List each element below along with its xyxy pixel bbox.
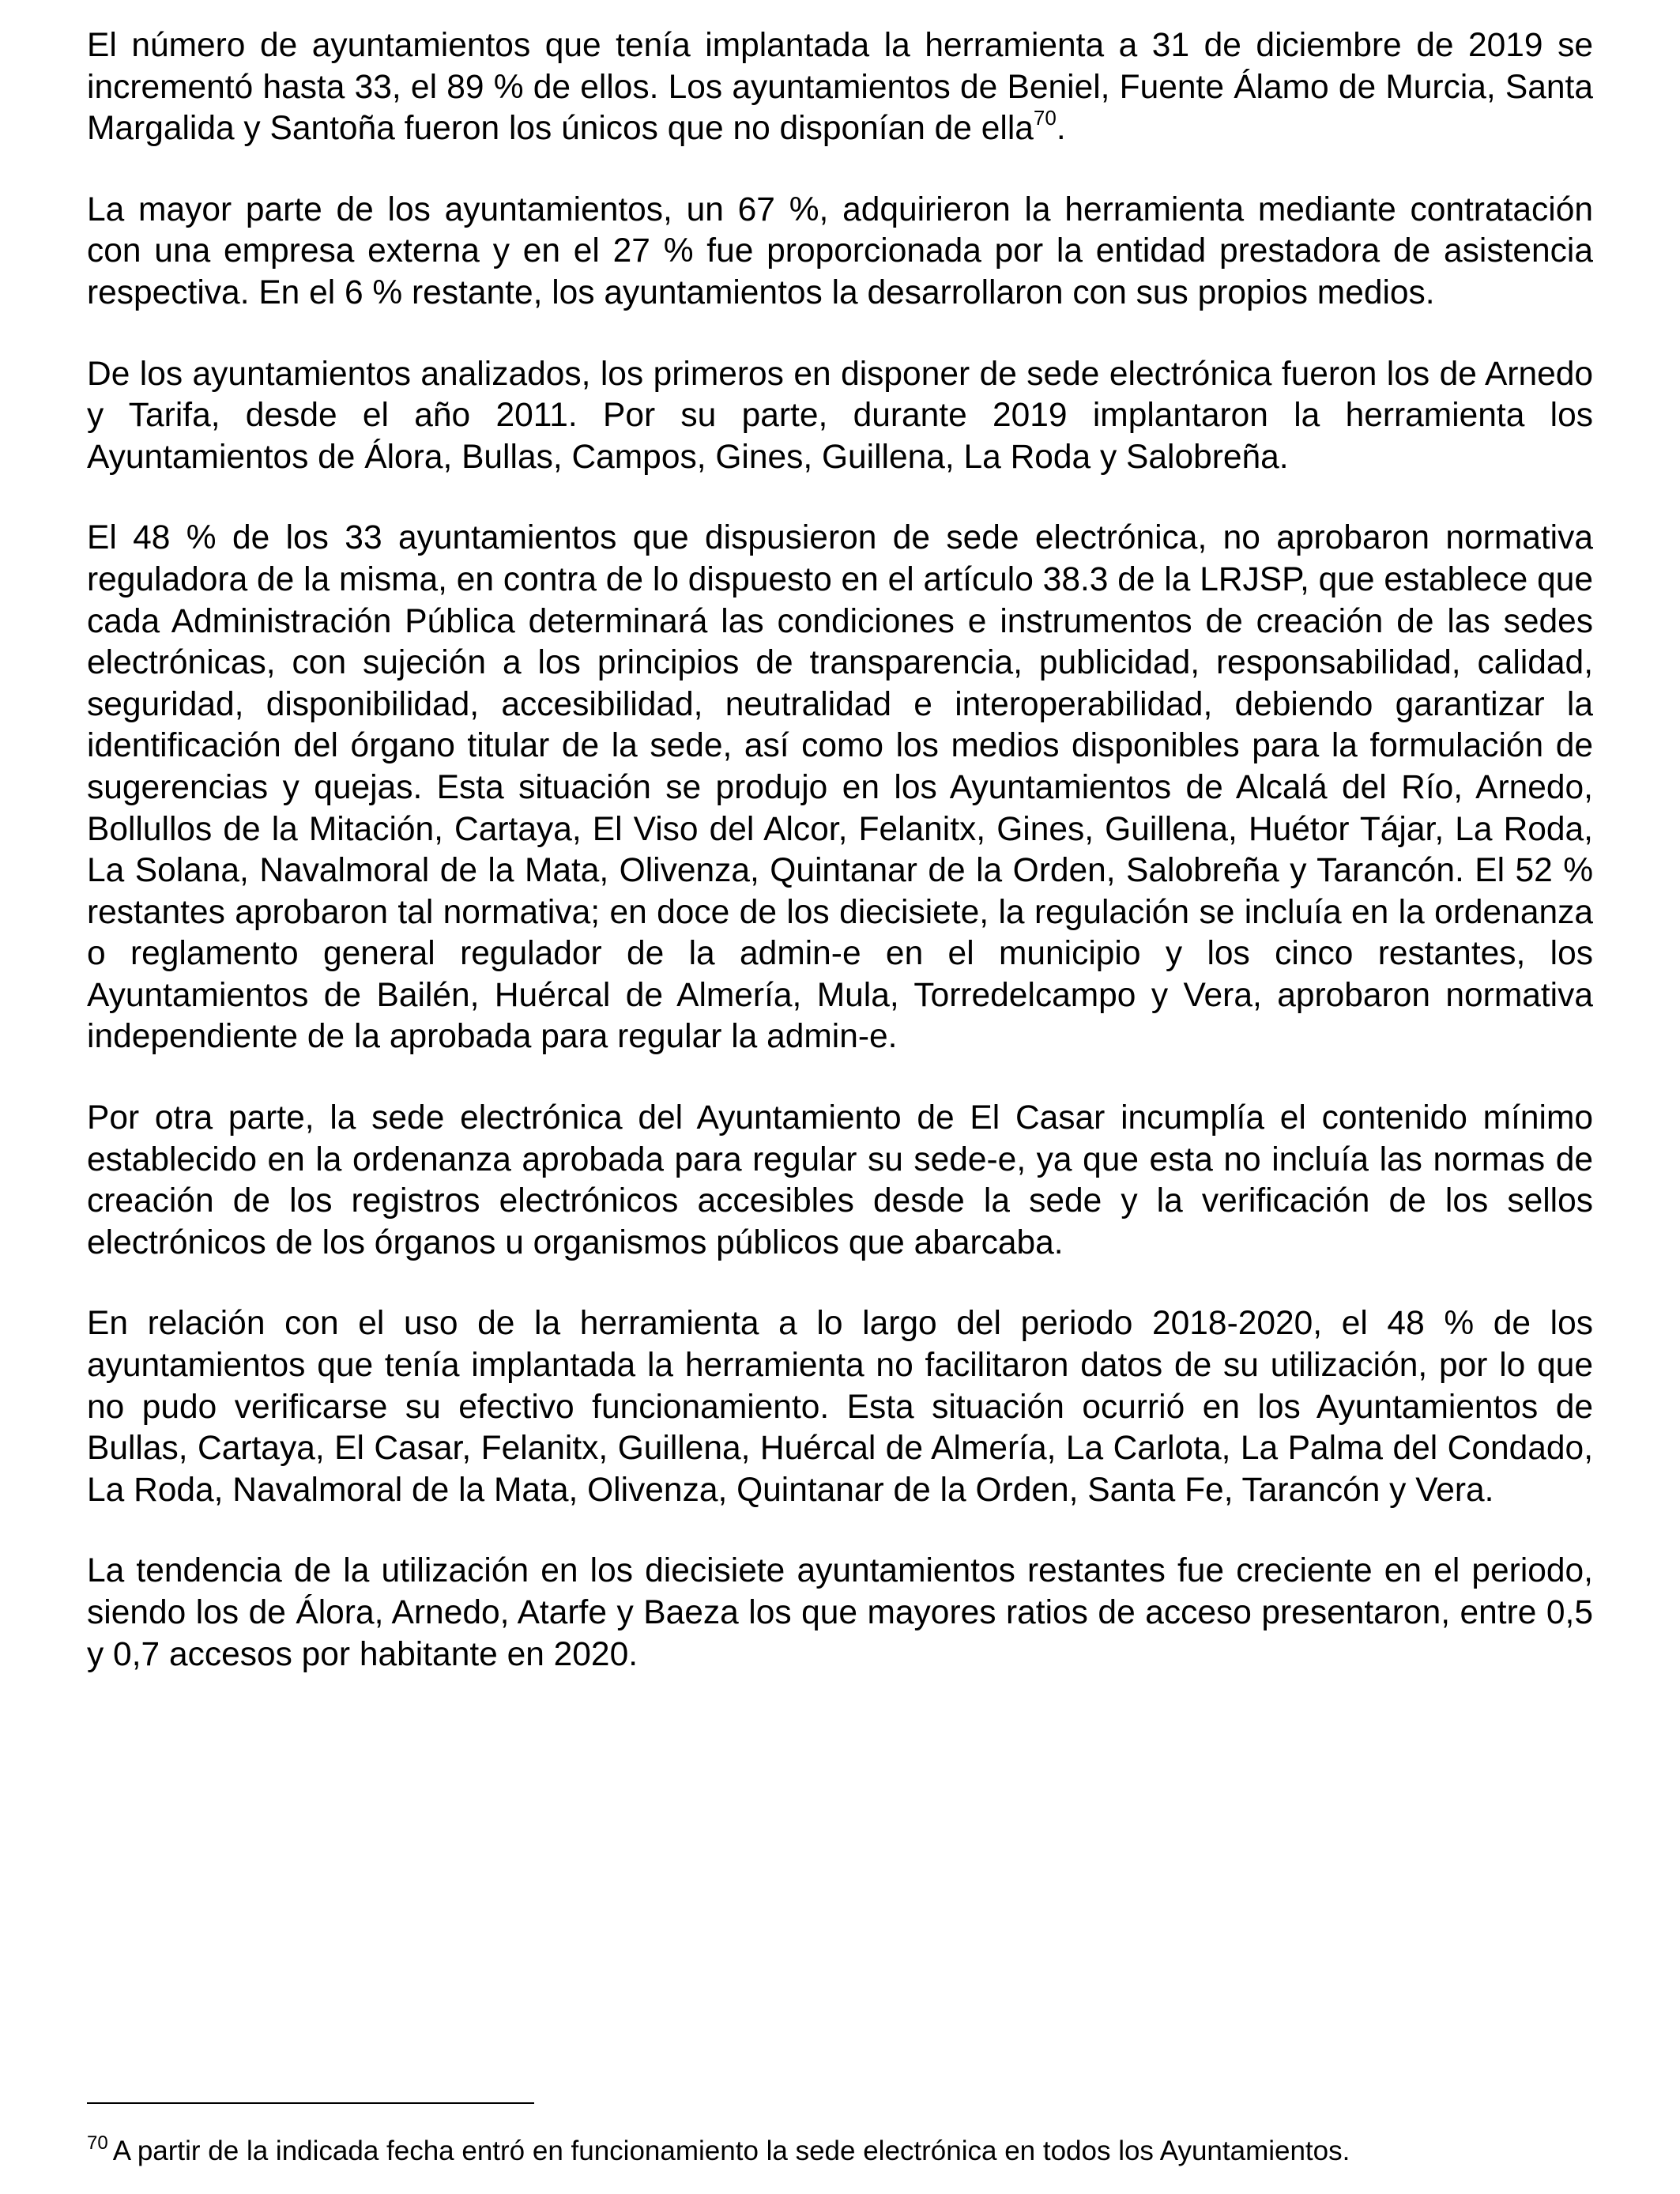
paragraph-text: En relación con el uso de la herramienta a lo largo del periodo 2018-2020, el 48 % de los ayuntamientos que tenía implantada la herramienta no facilitaron datos de su utilización, por lo que no pudo verificarse su efectivo funcionamiento. Esta situación ocurrió en los Ayuntamientos de Bullas, Cartaya, El Casar, Felanitx, Guillena, Huércal de Almería, La Carlota, La Palma del Condado, La Roda, Navalmoral de la Mata, Olivenza, Quintanar de la Orden, Santa Fe, Tarancón y Vera. — [87, 1305, 1593, 1509]
document-body — [87, 25, 1593, 1676]
paragraph-text: El 48 % de los 33 ayuntamientos que dispusieron de sede electrónica, no aprobaron normativa reguladora de la misma, en contra de lo dispuesto en el artículo 38.3 de la LRJSP, que establece que cada Administración Pública determinará las condiciones e instrumentos de creación de las sedes electrónicas, con sujeción a los principios de transparencia, publicidad, responsabilidad, calidad, seguridad, disponibilidad, accesibilidad, neutralidad e interoperabilidad, debiendo garantizar la identificación del órgano titular de la sede, así como los medios disponibles para la formulación de sugerencias y quejas. Esta situación se produjo en los Ayuntamientos de Alcalá del Río, Arnedo, Bollullos de la Mitación, Cartaya, El Viso del Alcor, Felanitx, Gines, Guillena, Huétor Tájar, La Roda, La Solana, Navalmoral de la Mata, Olivenza, Quintanar de la Orden, Salobreña y Tarancón. El 52 % restantes aprobaron tal normativa; en doce de los diecisiete, la regulación se incluía en la ordenanza o reglamento general regulador de la admin-e en el municipio y los cinco restantes, los Ayuntamientos de Bailén, Huércal de Almería, Mula, Torredelcampo y Vera, aprobaron normativa independiente de la aprobada para regular la admin-e. — [87, 519, 1593, 1056]
paragraph-acquisition — [87, 190, 1593, 315]
paragraph-el-casar — [87, 1098, 1593, 1264]
paragraph-usage-trend — [87, 1551, 1593, 1676]
footnote-reference: 70 — [1033, 106, 1057, 130]
paragraph-end-punctuation: . — [1056, 110, 1066, 148]
paragraph-text: Por otra parte, la sede electrónica del Ayuntamiento de El Casar incumplía el contenido mínimo establecido en la ordenanza aprobada para regular su sede-e, ya que esta no incluía las normas de creación de los registros electrónicos accesibles desde la sede y la verificación de los sellos electrónicos de los órganos u organismos públicos que abarcaba. — [87, 1099, 1593, 1261]
paragraph-usage-2018-2020 — [87, 1303, 1593, 1511]
footnote-separator — [87, 2102, 534, 2104]
paragraph-text: La tendencia de la utilización en los diecisiete ayuntamientos restantes fue creciente en el periodo, siendo los de Álora, Arnedo, Atarfe y Baeza los que mayores ratios de acceso presentaron, entre 0,5 y 0,7 accesos por habitante en 2020. — [87, 1552, 1593, 1673]
footnote — [87, 2134, 1593, 2169]
paragraph-text: La mayor parte de los ayuntamientos, un 67 %, adquirieron la herramienta mediante contratación con una empresa externa y en el 27 % fue proporcionada por la entidad prestadora de asistencia respectiva. En el 6 % restante, los ayuntamientos la desarrollaron con sus propios medios. — [87, 190, 1593, 311]
paragraph-normativa — [87, 518, 1593, 1058]
paragraph-implantation-2019 — [87, 25, 1593, 150]
paragraph-text: De los ayuntamientos analizados, los primeros en disponer de sede electrónica fueron los de Arnedo y Tarifa, desde el año 2011. Por su parte, durante 2019 implantaron la herramienta los Ayuntamientos de Álora, Bullas, Campos, Gines, Guillena, La Roda y Salobreña. — [87, 355, 1593, 476]
paragraph-text: El número de ayuntamientos que tenía implantada la herramienta a 31 de diciembre de 2019 se incrementó hasta 33, el 89 % de ellos. Los ayuntamientos de Beniel, Fuente Álamo de Murcia, Santa Margalida y Santoña fueron los únicos que no disponían de ella — [87, 27, 1593, 148]
paragraph-first-sede — [87, 354, 1593, 479]
footnote-text: A partir de la indicada fecha entró en funcionamiento la sede electrónica en todos los Ayuntamientos. — [112, 2136, 1350, 2166]
footnote-number: 70 — [87, 2132, 108, 2154]
